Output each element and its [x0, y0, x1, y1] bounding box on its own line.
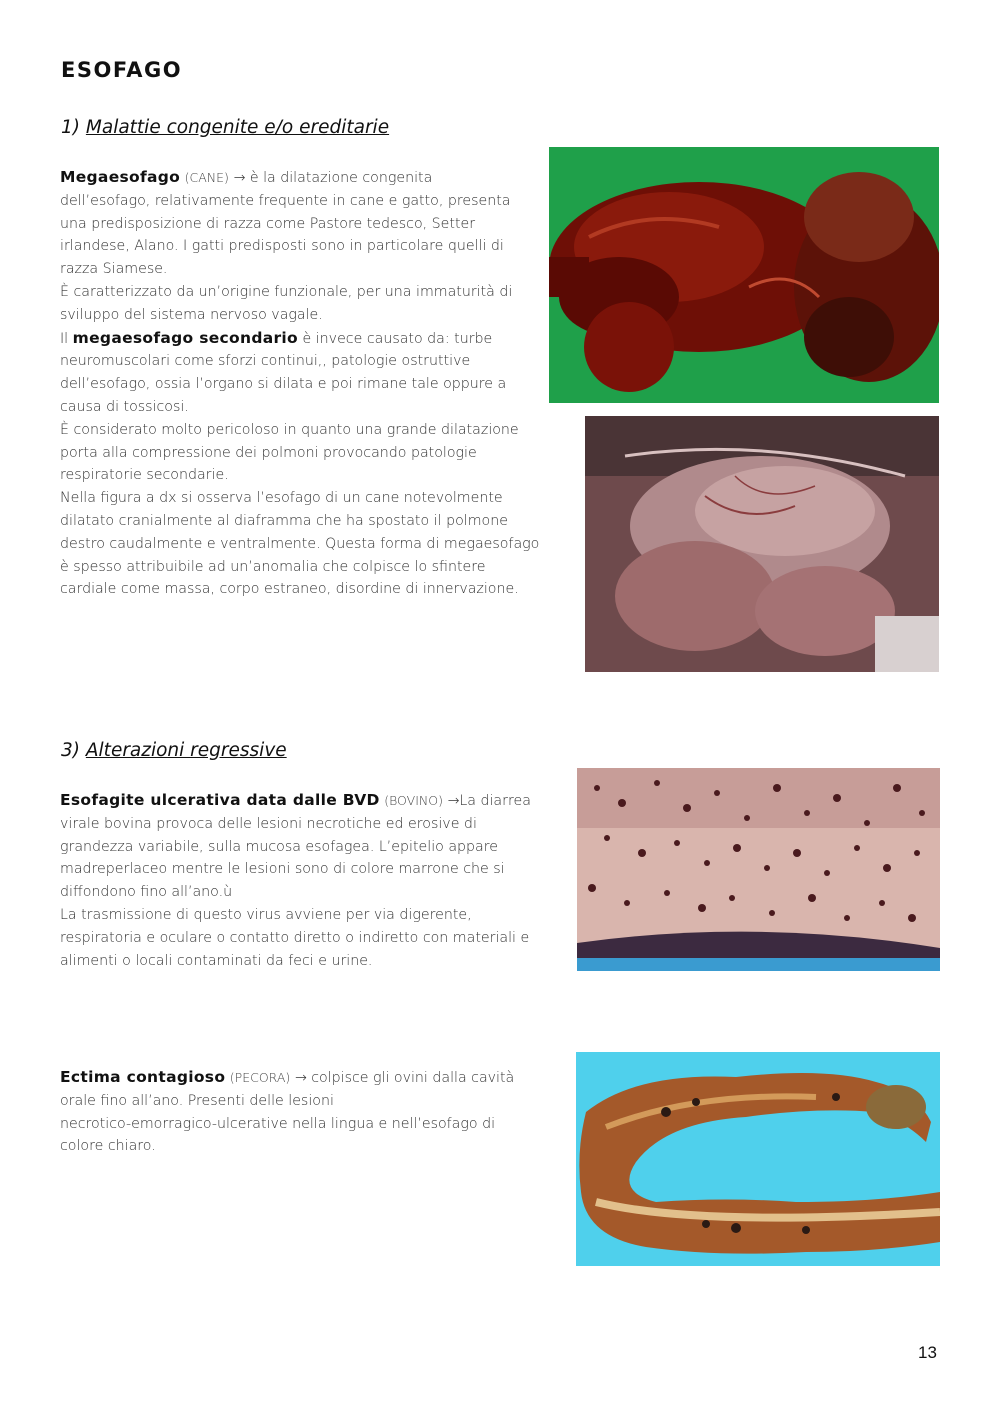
text-fragment: → colpisce gli ovini dalla cavità: [294, 1070, 515, 1086]
figure-megaesophagus-specimen: [549, 147, 939, 403]
text-line: destro caudalmente e ventralmente. Questa forma di megaesofago: [60, 535, 540, 552]
figure-ectima-esophagus: [576, 1052, 940, 1266]
paragraph-esofagite: [60, 789, 531, 972]
specimen-photo-icon: [576, 1052, 940, 1266]
text-line: dell’esofago, ossia l’organo si dilata e poi rimane tale oppure a: [60, 376, 507, 393]
section-heading-congenital: [61, 117, 389, 138]
text-line: razza Siamese.: [60, 261, 168, 278]
text-fragment: è invece causato da: turbe: [302, 330, 493, 347]
paragraph-megaesofago: [60, 166, 539, 601]
specimen-photo-icon: [549, 147, 939, 403]
text-line: colore chiaro.: [60, 1138, 156, 1155]
text-line: dilatato cranialmente al diaframma che ha spostato il polmone: [60, 512, 508, 529]
species-tag: (PECORA): [229, 1070, 291, 1085]
text-fragment: →La diarrea: [447, 793, 531, 809]
specimen-photo-icon: [577, 768, 940, 971]
paragraph-ectima: [60, 1066, 514, 1158]
term-ectima: Ectima contagioso: [60, 1068, 226, 1086]
term-megaesofago-secondario: megaesofago secondario: [72, 328, 298, 347]
figure-thoracic-esophagus: [585, 416, 939, 672]
text-line: orale fino all’ano. Presenti delle lesioni: [60, 1092, 334, 1109]
text-line: grandezza variabile, sulla mucosa esofagea. L’epitelio appare: [60, 838, 498, 855]
text-line: Nella figura a dx si osserva l’esofago di un cane notevolmente: [60, 490, 503, 507]
text-line: [60, 166, 539, 190]
text-fragment: → è la dilatazione congenita: [233, 170, 433, 186]
text-line: necrotico-emorragico-ulcerative nella lingua e nell’esofago di: [60, 1115, 496, 1132]
section-number: 3): [61, 740, 80, 761]
text-line: respiratoria e oculare o contatto diretto o indiretto con materiali e: [60, 929, 530, 946]
species-tag: (BOVINO): [384, 793, 443, 808]
figure-bvd-mucosa: [577, 768, 940, 971]
text-line: una predisposizione di razza come Pastore tedesco, Setter: [60, 215, 476, 232]
page-number: 13: [918, 1343, 937, 1362]
term-megaesofago: Megaesofago: [60, 168, 181, 186]
text-line: [60, 1066, 514, 1090]
text-line: virale bovina provoca delle lesioni necrotiche ed erosive di: [60, 815, 477, 832]
section-heading-regressive: [61, 740, 287, 761]
text-line: dell’esofago, relativamente frequente in cane e gatto, presenta: [60, 192, 511, 209]
text-line: alimenti o locali contaminati da feci e urine.: [60, 952, 373, 969]
section-title: Malattie congenite e/o ereditarie: [85, 117, 390, 138]
text-line: È caratterizzato da un’origine funzionale, per una immaturità di: [60, 283, 513, 300]
text-line: respiratorie secondarie.: [60, 467, 229, 484]
text-line: è spesso attribuibile ad un’anomalia che colpisce lo sfintere: [60, 558, 486, 575]
text-line: La trasmissione di questo virus avviene per via digerente,: [60, 906, 472, 923]
text-line: diffondono fino all’ano.ù: [60, 884, 233, 901]
section-number: 1): [61, 117, 80, 138]
text-line: causa di tossicosi.: [60, 398, 189, 415]
page-title: ESOFAGO: [61, 58, 183, 82]
text-line: madreperlaceo mentre le lesioni sono di colore marrone che si: [60, 861, 505, 878]
section-title: Alterazioni regressive: [85, 740, 287, 761]
text-line: sviluppo del sistema nervoso vagale.: [60, 306, 323, 323]
text-line: È considerato molto pericoloso in quanto una grande dilatazione: [60, 421, 519, 438]
text-line: [60, 789, 531, 813]
species-tag: (CANE): [184, 170, 229, 185]
term-esofagite: Esofagite ulcerativa data dalle BVD: [60, 791, 380, 809]
text-line: neuromuscolari come sforzi continui,, patologie ostruttive: [60, 353, 471, 370]
text-line: cardiale come massa, corpo estraneo, disordine di innervazione.: [60, 581, 519, 598]
text-fragment: Il: [60, 330, 69, 347]
text-line: [60, 327, 539, 351]
text-line: irlandese, Alano. I gatti predisposti sono in particolare quelli di: [60, 238, 504, 255]
specimen-photo-icon: [585, 416, 939, 672]
text-line: porta alla compressione dei polmoni provocando patologie: [60, 444, 477, 461]
